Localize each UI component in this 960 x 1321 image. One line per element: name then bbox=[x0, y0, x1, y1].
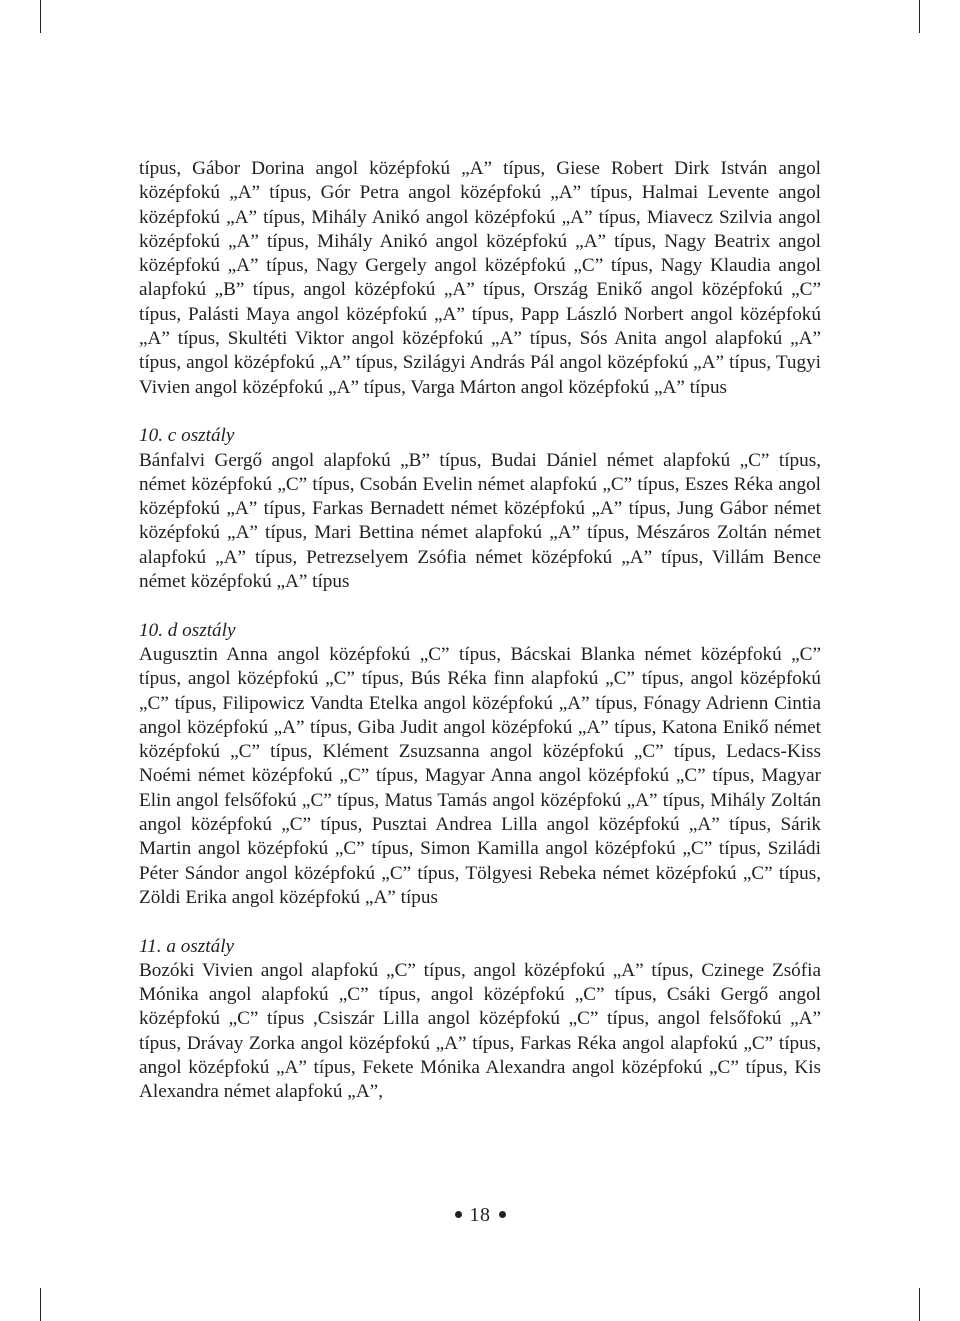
section-11a bbox=[139, 935, 821, 1105]
section-paragraph: Bozóki Vivien angol alapfokú „C” típus, angol középfokú „A” típus, Czinege Zsófia Mónika angol alapfokú „C” típus, angol középfokú „C” típus, Csáki Gergő angol középfokú „C” típus ,Csiszár Lilla angol középfokú „C” típus, angol felsőfokú „A” típus, Drávay Zorka angol középfokú „A” típus, Farkas Réka angol alapfokú „C” típus, angol középfokú „A” típus, Fekete Mónika Alexandra angol középfokú „C” típus, Kis Alexandra német alapfokú „A”, bbox=[139, 959, 821, 1103]
crop-mark-top-left bbox=[40, 0, 41, 33]
page-number: 18 bbox=[469, 1204, 491, 1226]
section-heading: 10. c osztály bbox=[139, 425, 235, 447]
crop-mark-top-right bbox=[919, 0, 920, 33]
section-10d bbox=[139, 619, 821, 911]
page-body bbox=[139, 157, 821, 1105]
section-10c bbox=[139, 424, 821, 594]
section-paragraph: Bánfalvi Gergő angol alapfokú „B” típus, Budai Dániel német alapfokú „C” típus, német középfokú „C” típus, Csobán Evelin német alapfokú „C” típus, Eszes Réka angol középfokú „A” típus, Farkas Bernadett német középfokú „A” típus, Jung Gábor német középfokú „A” típus, Mari Bettina német alapfokú „A” típus, Mészáros Zoltán német alapfokú „A” típus, Petrezselyem Zsófia német középfokú „A” típus, Villám Bence német középfokú „A” típus bbox=[139, 449, 821, 593]
bullet-icon bbox=[499, 1211, 506, 1218]
section-paragraph: Augusztin Anna angol középfokú „C” típus, Bácskai Blanka német középfokú „C” típus, angol középfokú „C” típus, Bús Réka finn alapfokú „C” típus, angol középfokú „C” típus, Filipowicz Vandta Etelka angol középfokú „A” típus, Fónagy Adrienn Cintia angol középfokú „A” típus, Giba Judit angol középfokú „A” típus, Katona Enikő német középfokú „C” típus, Klément Zsuzsanna angol középfokú „C” típus, Ledacs-Kiss Noémi német középfokú „C” típus, Magyar Anna angol középfokú „C” típus, Magyar Elin angol felsőfokú „C” típus, Matus Tamás angol középfokú „A” típus, Mihály Zoltán angol középfokú „C” típus, Pusztai Andrea Lilla angol középfokú „A” típus, Sárik Martin angol középfokú „C” típus, Simon Kamilla angol középfokú „C” típus, Sziládi Péter Sándor angol középfokú „C” típus, Tölgyesi Rebeka német középfokú „C” típus, Zöldi Erika angol középfokú „A” típus bbox=[139, 643, 821, 908]
intro-paragraph: típus, Gábor Dorina angol középfokú „A” típus, Giese Robert Dirk István angol középfokú „A” típus, Gór Petra angol középfokú „A” típus, Halmai Levente angol középfokú „A” típus, Mihály Anikó angol középfokú „A” típus, Miavecz Szilvia angol középfokú „A” típus, Mihály Anikó angol középfokú „A” típus, Nagy Beatrix angol középfokú „A” típus, Nagy Gergely angol középfokú „C” típus, Nagy Klaudia angol alapfokú „B” típus, angol középfokú „A” típus, Ország Enikő angol középfokú „C” típus, Palásti Maya angol középfokú „A” típus, Papp László Norbert angol középfokú „A” típus, Skultéti Viktor angol középfokú „A” típus, Sós Anita angol alapfokú „A” típus, angol középfokú „A” típus, Szilágyi András Pál angol középfokú „A” típus, Tugyi Vivien angol középfokú „A” típus, Varga Márton angol középfokú „A” típus bbox=[139, 158, 821, 398]
bullet-icon bbox=[455, 1211, 462, 1218]
crop-mark-bottom-right bbox=[919, 1288, 920, 1321]
section-heading: 10. d osztály bbox=[139, 619, 236, 641]
section-heading: 11. a osztály bbox=[139, 935, 235, 957]
crop-mark-bottom-left bbox=[40, 1288, 41, 1321]
page-footer bbox=[0, 1202, 960, 1228]
